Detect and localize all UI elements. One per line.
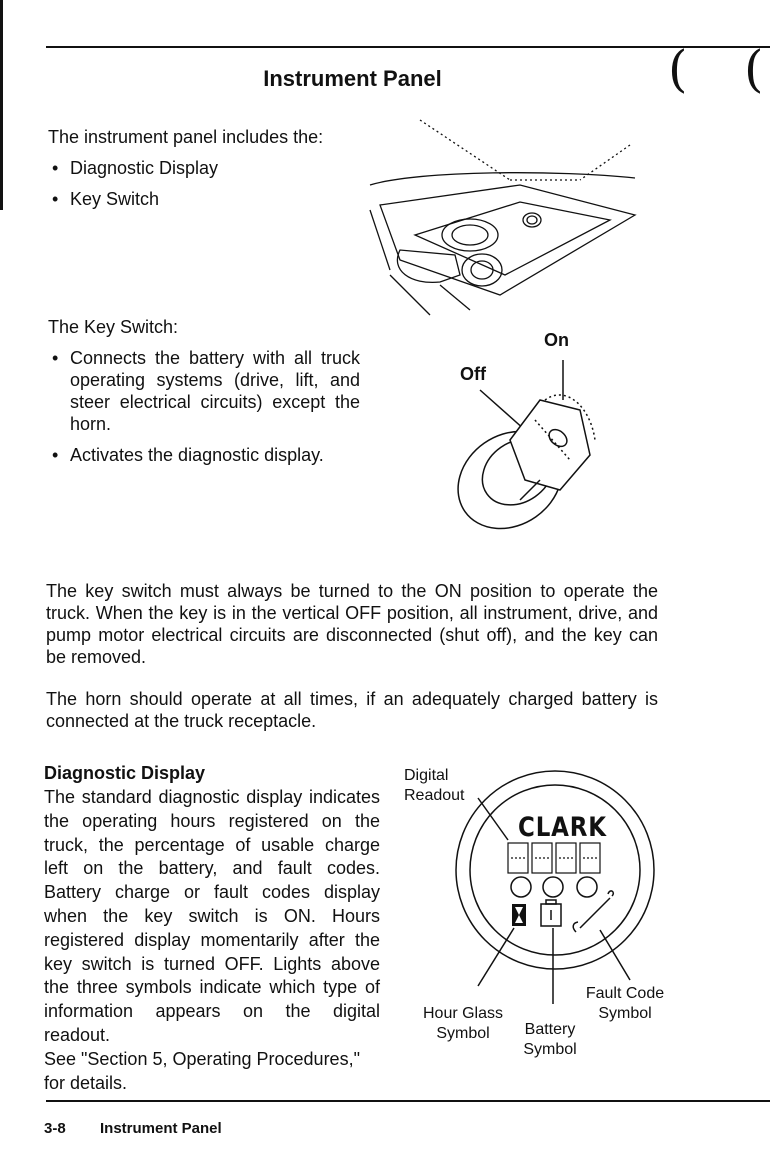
- fault-code-line: Symbol: [598, 1005, 652, 1022]
- footer-section-title: Instrument Panel: [100, 1120, 222, 1137]
- clark-logo: CLARK: [518, 812, 607, 843]
- diagnostic-text: The standard diagnostic display indicates the operating hours registered on the truck, the percentage of usable charge left on the battery, and fault codes. Battery charge or fault codes display when the key switch is ON. Hours registered display momentarily after the key switch is turned OFF. Lights above the three symbols indicate which type of information appears on the digital readout.: [44, 787, 380, 1045]
- off-label: Off: [460, 364, 486, 384]
- key-switch-lead: The Key Switch:: [48, 317, 179, 337]
- intro-lead: The instrument panel includes the:: [48, 127, 324, 147]
- diagnostic-display-figure: [440, 760, 670, 1000]
- key-switch-item: • Activates the diagnostic display.: [48, 444, 360, 466]
- binder-hole-right: (: [744, 40, 764, 98]
- footer-rule: [46, 1100, 770, 1102]
- diagnostic-section: [44, 762, 380, 1095]
- hour-glass-line: Hour Glass: [422, 1005, 504, 1022]
- battery-label: [508, 1020, 592, 1060]
- fault-code-line: Fault Code: [585, 985, 665, 1002]
- horn-paragraph: The horn should operate at all times, if an adequately charged battery is connected at the truck receptacle.: [46, 689, 658, 731]
- key-switch-section: [48, 316, 360, 466]
- page-edge-mark: [0, 0, 3, 210]
- battery-line: Battery: [524, 1021, 576, 1038]
- page-title: Instrument Panel: [263, 66, 442, 91]
- instrument-panel-illustration: [360, 110, 650, 330]
- hour-glass-line: Symbol: [436, 1025, 490, 1042]
- key-switch-paragraph: The key switch must always be turned to the ON position to operate the truck. When the key is in the vertical OFF position, all instrument, drive, and pump motor electrical circuits are disconnected (shut off), and the key can be removed.: [46, 581, 658, 667]
- footer-page-number: 3-8: [44, 1120, 66, 1137]
- key-switch-illustration: [440, 360, 610, 550]
- intro-item: • Key Switch: [48, 188, 368, 210]
- digital-readout-line: Digital: [404, 767, 449, 784]
- binder-hole-left: (: [668, 40, 688, 98]
- intro-item: • Diagnostic Display: [48, 157, 368, 179]
- digital-readout-line: Readout: [404, 787, 465, 804]
- diagnostic-heading: Diagnostic Display: [44, 763, 206, 783]
- on-label: On: [544, 330, 569, 350]
- header-rule: [46, 46, 770, 48]
- fault-code-label: [574, 984, 676, 1024]
- see-also-text: See "Section 5, Operating Procedures," for details.: [44, 1048, 360, 1093]
- intro-section: [48, 126, 368, 210]
- key-switch-item: • Connects the battery with all truck operating systems (drive, lift, and steer electrical circuits) except the horn.: [48, 347, 360, 435]
- battery-line: Symbol: [523, 1041, 577, 1058]
- hour-glass-label: [408, 1004, 518, 1044]
